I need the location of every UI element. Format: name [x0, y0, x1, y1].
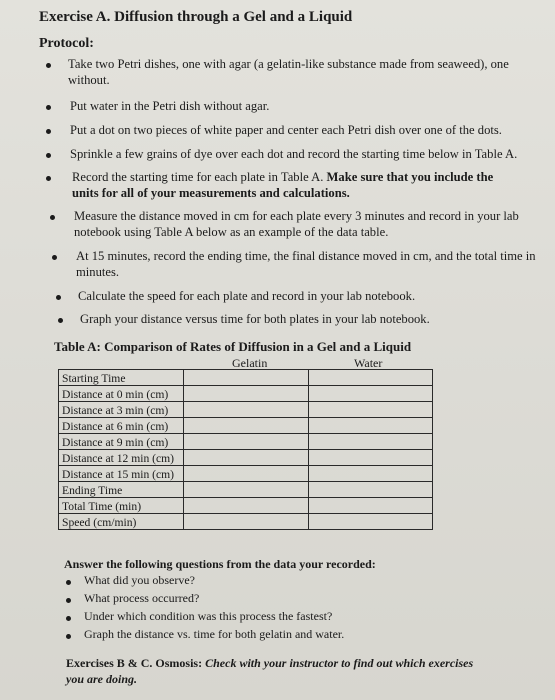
protocol-item-9: Graph your distance versus time for both plates in your lab notebook. — [80, 312, 430, 326]
column-header-gelatin: Gelatin — [232, 356, 268, 370]
data-table — [58, 369, 433, 530]
exercises-bc-line-2 — [66, 672, 137, 687]
table-row-label: Distance at 0 min (cm) — [62, 388, 169, 401]
table-row-label: Speed (cm/min) — [62, 516, 137, 529]
table-divider — [59, 449, 432, 450]
question-item: Graph the distance vs. time for both gelatin and water. — [84, 627, 345, 641]
protocol-item-7-line-2: minutes. — [76, 265, 120, 279]
table-divider — [59, 385, 432, 386]
protocol-item-3: Put a dot on two pieces of white paper and center each Petri dish over one of the dots. — [70, 123, 502, 137]
table-row-label: Distance at 6 min (cm) — [62, 420, 169, 433]
protocol-item-5-line-2: units for all of your measurements and calculations. — [72, 186, 350, 200]
table-row-label: Distance at 9 min (cm) — [62, 436, 169, 449]
table-row-label: Ending Time — [62, 484, 123, 497]
bullet-dot — [46, 105, 51, 110]
bullet-dot — [46, 63, 51, 68]
protocol-item-1-line-2: without. — [68, 73, 110, 87]
bullet-dot — [50, 215, 55, 220]
table-divider — [59, 513, 432, 514]
bullet-dot — [56, 295, 61, 300]
protocol-item-4: Sprinkle a few grains of dye over each dot and record the starting time below in Table A. — [70, 147, 518, 161]
protocol-item-6-line-2: notebook using Table A below as an example of the data table. — [74, 225, 389, 239]
table-divider — [59, 497, 432, 498]
table-row-label: Total Time (min) — [62, 500, 142, 513]
questions-heading: Answer the following questions from the data your recorded: — [64, 557, 376, 571]
exercises-bc-line-1 — [66, 656, 473, 671]
bullet-dot — [66, 616, 71, 621]
protocol-item-5-line-1 — [72, 169, 493, 185]
bullet-dot — [66, 580, 71, 585]
bullet-dot — [46, 176, 51, 181]
protocol-item-6-line-1: Measure the distance moved in cm for each plate every 3 minutes and record in your lab — [74, 209, 519, 223]
bullet-dot — [66, 598, 71, 603]
question-item: Under which condition was this process the fastest? — [84, 609, 333, 623]
question-item: What process occurred? — [84, 591, 200, 605]
column-header-water: Water — [354, 356, 383, 370]
protocol-heading: Protocol: — [39, 36, 94, 51]
protocol-item-5-text: Record the starting time for each plate in Table A. — [72, 170, 324, 184]
table-row-label: Distance at 15 min (cm) — [62, 468, 175, 481]
bullet-dot — [46, 153, 51, 158]
table-divider — [59, 401, 432, 402]
table-divider — [59, 417, 432, 418]
protocol-item-1-line-1: Take two Petri dishes, one with agar (a gelatin-like substance made from seaweed), one — [68, 57, 509, 71]
question-item: What did you observe? — [84, 573, 195, 587]
protocol-item-2: Put water in the Petri dish without agar. — [70, 99, 270, 113]
protocol-item-7-line-1: At 15 minutes, record the ending time, the final distance moved in cm, and the total time in — [76, 249, 536, 263]
table-caption: Table A: Comparison of Rates of Diffusion in a Gel and a Liquid — [54, 339, 412, 354]
protocol-item-5-emphasis: Make sure that you include the — [323, 170, 494, 184]
table-row-label: Distance at 12 min (cm) — [62, 452, 175, 465]
table-divider — [59, 465, 432, 466]
exercises-bc-note-cont: you are doing. — [66, 672, 138, 686]
bullet-dot — [66, 634, 71, 639]
bullet-dot — [46, 129, 51, 134]
bullet-dot — [52, 255, 57, 260]
bullet-dot — [58, 318, 63, 323]
table-divider — [59, 481, 432, 482]
exercise-title: Exercise A. Diffusion through a Gel and a Liquid — [39, 9, 353, 25]
exercises-bc-label: Exercises B & C. Osmosis: — [66, 656, 203, 670]
protocol-item-8: Calculate the speed for each plate and record in your lab notebook. — [78, 289, 416, 303]
table-divider — [59, 433, 432, 434]
exercises-bc-note: Check with your instructor to find out which exercises — [205, 656, 474, 670]
table-row-label: Distance at 3 min (cm) — [62, 404, 169, 417]
table-row-label: Starting Time — [62, 372, 126, 385]
